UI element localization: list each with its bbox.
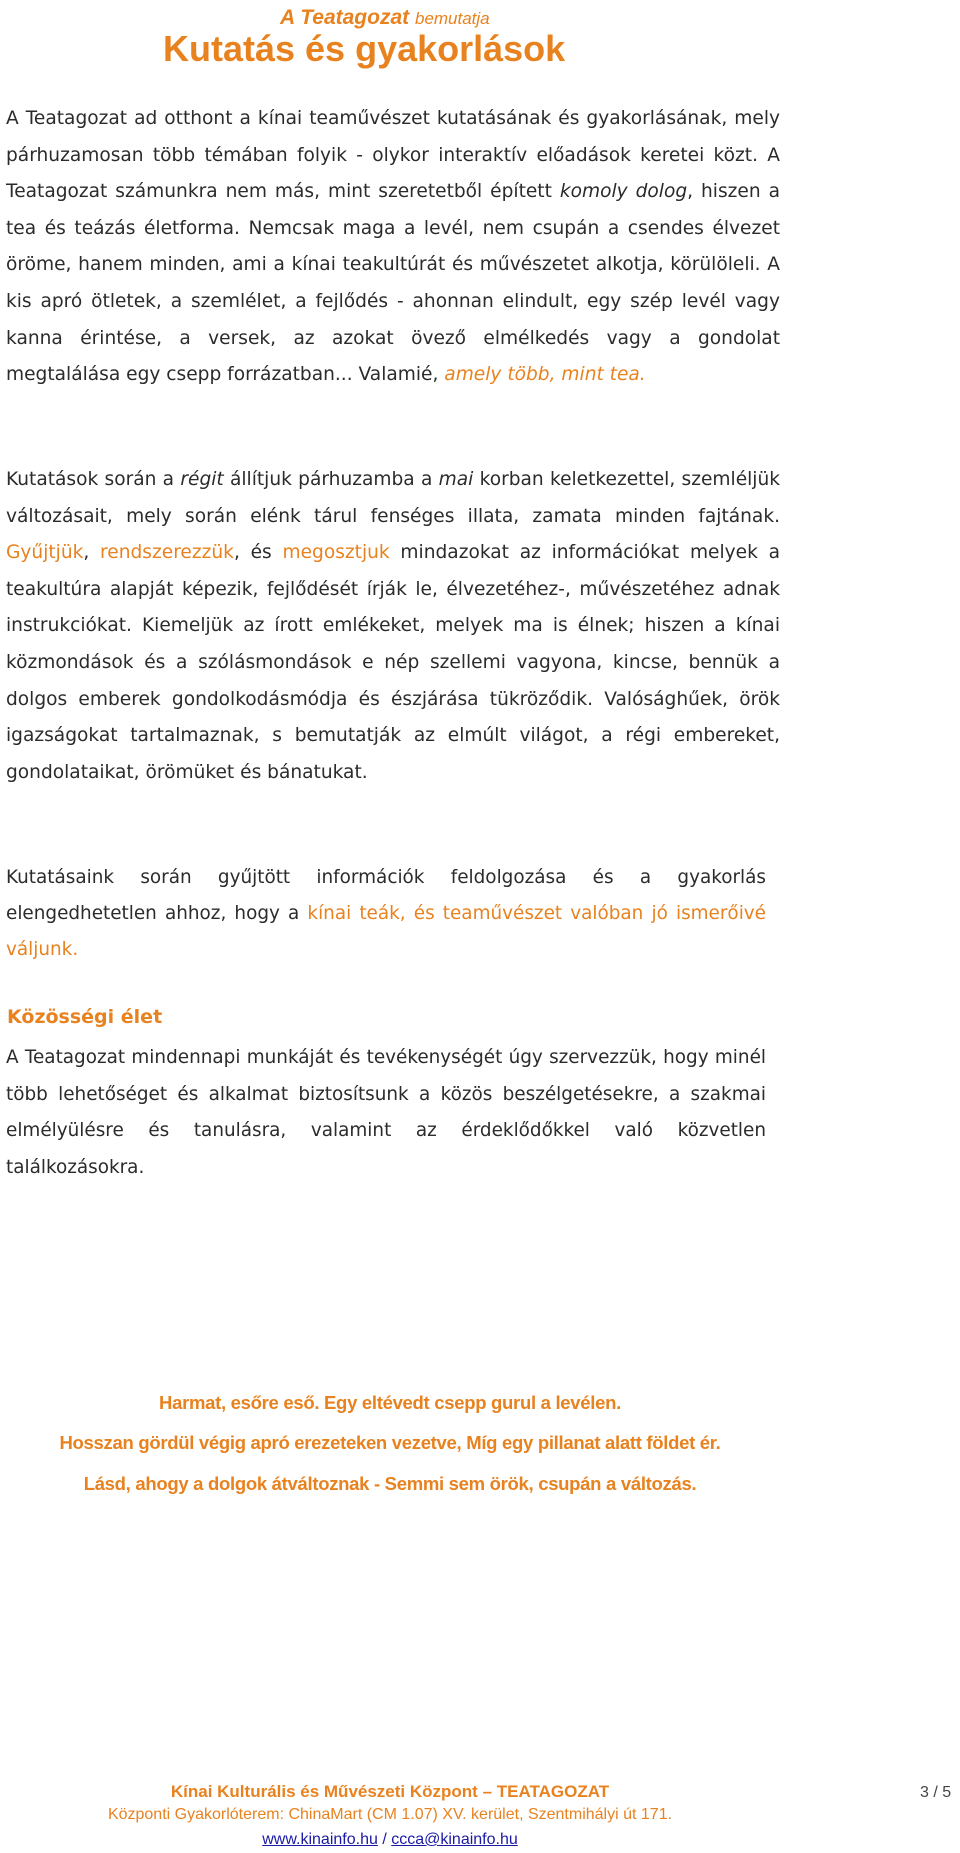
research-highlight-collect: Gyűjtjük	[6, 542, 84, 564]
research-text-5: , és	[233, 542, 283, 564]
intro-text-1: A Teatagozat ad otthont a kínai teaművészet kutatásának és gyakorlásának, mely párhuzamosan több témában folyik - olykor interaktív előadások keretei közt. A Teatagozat számunkra nem más, mint szeretetből épített	[6, 108, 780, 203]
research-text-6: mindazokat az információkat melyek a teakultúra alapját képezik, fejlődését írják le, élvezetéhez-, művészetéhez adnak instrukciókat. Kiemeljük az írott emlékeket, melyek ma is élnek; hiszen a kínai közmondások és a szólásmondások e nép szellemi vagyona, kincse, bennük a dolgos emberek gondolkodásmódja és észjárása tükröződik. Valósághűek, örök igazságokat tartalmaznak, s bemutatják az elmúlt világot, a régi embereket, gondolataikat, örömüket és bánatukat.	[6, 542, 781, 783]
intro-text-2: , hiszen a tea és teázás életforma. Nemcsak maga a levél, nem csupán a csendes élvezet öröme, hanem minden, ami a kínai teakultúrát és művészetet alkotja, körülöleli. A kis apró ötletek, a szemlélet, a fejlődés - ahonnan elindult, egy szép levél vagy kanna érintése, a versek, az azokat övező elmélkedés vagy a gondolat megtalálása egy csepp forrázatban... Valamié,	[6, 181, 780, 386]
poem-line-3: Lásd, ahogy a dolgok átváltoznak - Semmi sem örök, csupán a változás.	[83, 1473, 697, 1494]
footer-address: Központi Gyakorlóterem: ChinaMart (CM 1.07) XV. kerület, Szentmihályi út 171.	[107, 1806, 673, 1823]
footer-separator: /	[377, 1831, 392, 1848]
community-paragraph: A Teatagozat mindennapi munkáját és tevékenységét úgy szervezzük, hogy minél több lehetőséget és alkalmat biztosítsunk a közös beszélgetésekre, a szakmai elmélyülésre és tanulásra, valamint az érdeklődőkkel való közvetlen találkozásokra.	[6, 1047, 766, 1178]
page-number: 3 / 5	[920, 1784, 952, 1801]
research-paragraph	[6, 462, 780, 791]
research-emphasis-new: mai	[438, 469, 474, 490]
research-highlight-share: megosztjuk	[282, 542, 390, 564]
intro-paragraph	[6, 101, 780, 394]
research-text-2: állítjuk párhuzamba a	[223, 469, 439, 490]
research-text-4: ,	[83, 542, 101, 564]
research-text-3: korban keletkezettel, szemléljük változásait, mely során elénk tárul fenséges illata, zamata minden fajtának.	[6, 469, 781, 527]
community-heading: Közösségi élet	[7, 1006, 163, 1028]
research-text-1: Kutatások során a	[6, 469, 181, 490]
footer-links	[0, 1831, 780, 1849]
practice-paragraph	[6, 860, 766, 968]
brand-name: A Teatagozat	[280, 6, 410, 29]
website-link[interactable]: www.kinainfo.hu	[262, 1831, 378, 1848]
poem-line-2: Hosszan gördül végig apró erezeteken vezetve, Míg egy pillanat alatt földet ér.	[59, 1432, 721, 1453]
research-emphasis-old: régit	[180, 469, 224, 490]
practice-highlight: kínai teák, és teaművészet valóban jó ismerőivé váljunk.	[6, 903, 766, 960]
brand-suffix: bemutatja	[414, 9, 490, 28]
practice-text: Kutatásaink során gyűjtött információk feldolgozása és a gyakorlás elengedhetetlen ahhoz, hogy a	[6, 867, 766, 924]
brand-header	[280, 6, 490, 30]
email-link[interactable]: ccca@kinainfo.hu	[391, 1831, 518, 1848]
research-highlight-organize: rendszerezzük	[100, 542, 234, 564]
page-title: Kutatás és gyakorlások	[163, 28, 566, 69]
poem-line-1: Harmat, esőre eső. Egy eltévedt csepp gurul a levélen.	[159, 1392, 621, 1413]
footer-org-name: Kínai Kulturális és Művészeti Központ – TEATAGOZAT	[170, 1782, 610, 1801]
intro-highlight: amely több, mint tea.	[444, 364, 646, 386]
intro-emphasis: komoly dolog	[559, 181, 688, 203]
